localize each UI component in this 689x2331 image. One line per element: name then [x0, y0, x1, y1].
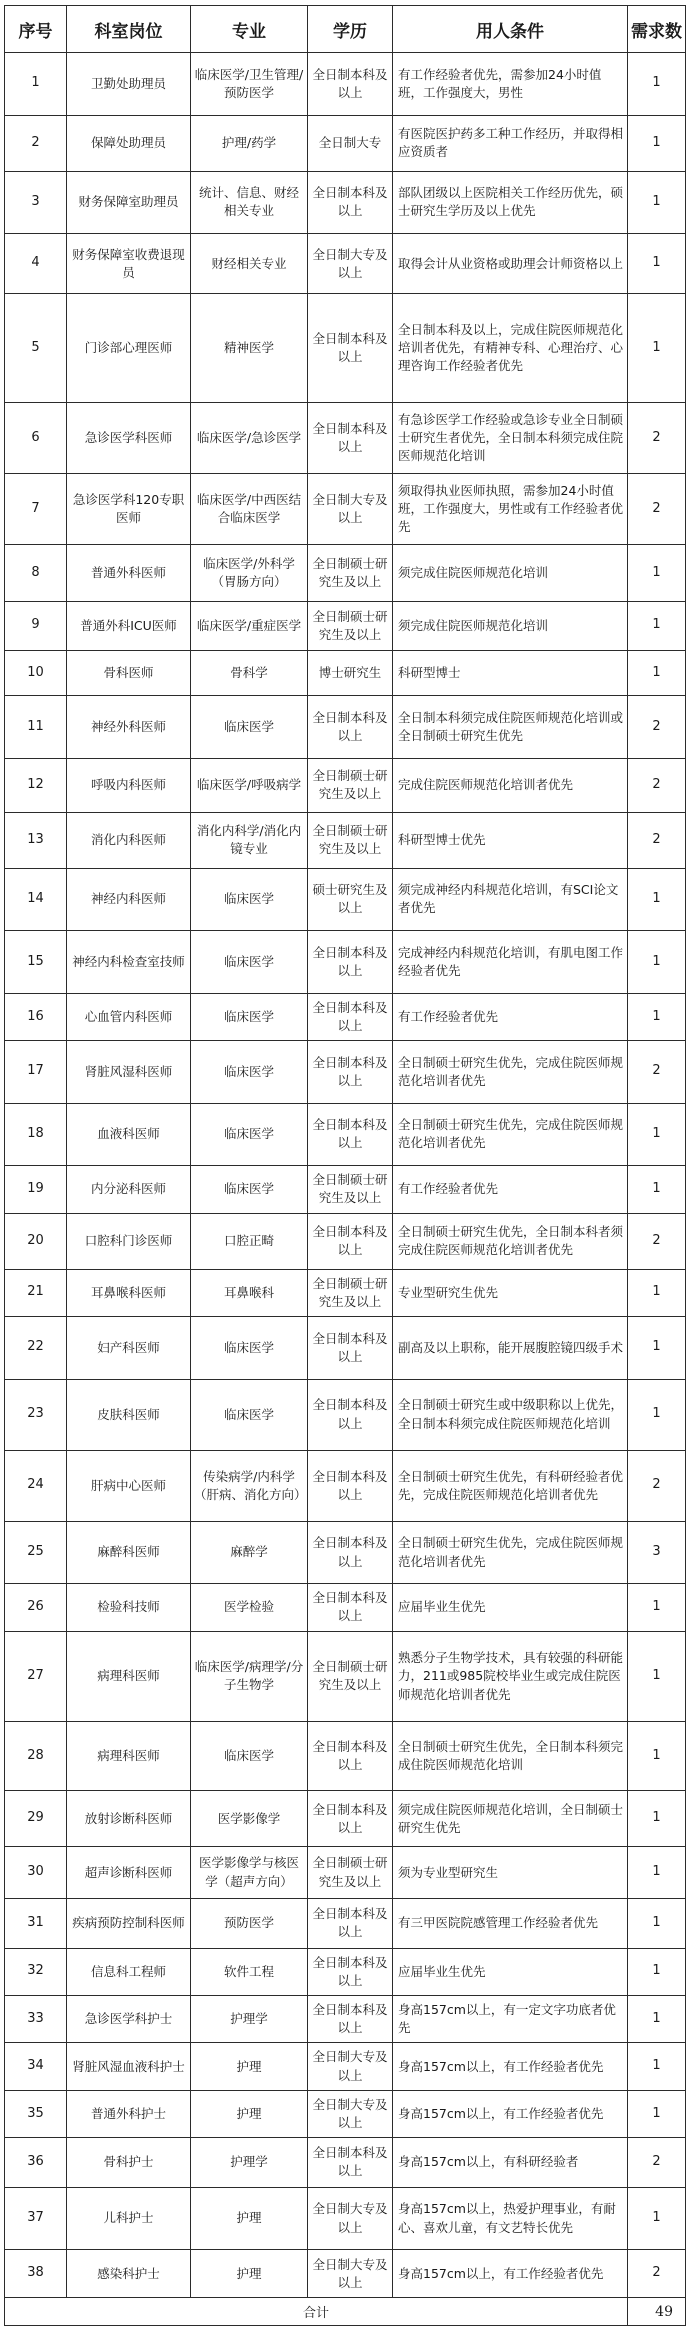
cell-count: 1 — [628, 1269, 686, 1316]
cell-conditions: 全日制硕士研究生优先，完成住院医师规范化培训者优先 — [393, 1041, 628, 1104]
header-no: 序号 — [5, 6, 67, 53]
cell-education: 全日制本科及以上 — [308, 1898, 393, 1948]
cell-conditions: 有工作经验者优先 — [393, 993, 628, 1040]
cell-no: 30 — [5, 1847, 67, 1899]
cell-no: 28 — [5, 1722, 67, 1791]
table-row — [5, 2138, 686, 2188]
table-row — [5, 2090, 686, 2137]
cell-conditions: 全日制本科及以上，完成住院医师规范化培训者优先，有精神专科、心理治疗、心理咨询工作经验者优先 — [393, 294, 628, 403]
table-row — [5, 294, 686, 403]
cell-education: 全日制本科及以上 — [308, 1041, 393, 1104]
cell-education: 全日制本科及以上 — [308, 1584, 393, 1631]
cell-major: 护理 — [191, 2250, 308, 2298]
cell-position: 财务保障室收费退现员 — [67, 234, 191, 294]
cell-no: 8 — [5, 545, 67, 601]
cell-conditions: 有三甲医院院感管理工作经验者优先 — [393, 1898, 628, 1948]
cell-major: 护理/药学 — [191, 115, 308, 171]
table-row — [5, 931, 686, 994]
table-row — [5, 1722, 686, 1791]
cell-no: 38 — [5, 2250, 67, 2298]
cell-education: 全日制本科及以上 — [308, 403, 393, 474]
cell-conditions: 全日制硕士研究生优先，完成住院医师规范化培训者优先 — [393, 1103, 628, 1166]
recruitment-table — [4, 5, 686, 2326]
cell-conditions: 科研型博士 — [393, 651, 628, 696]
cell-position: 急诊医学科护士 — [67, 1995, 191, 2042]
header-education: 学历 — [308, 6, 393, 53]
cell-education: 博士研究生 — [308, 651, 393, 696]
cell-major: 耳鼻喉科 — [191, 1269, 308, 1316]
cell-no: 36 — [5, 2138, 67, 2188]
cell-position: 检验科技师 — [67, 1584, 191, 1631]
cell-conditions: 身高157cm以上，有科研经验者 — [393, 2138, 628, 2188]
cell-major: 临床医学 — [191, 1317, 308, 1380]
cell-position: 病理科医师 — [67, 1631, 191, 1722]
cell-education: 全日制大专及以上 — [308, 2090, 393, 2137]
cell-no: 29 — [5, 1791, 67, 1847]
cell-count: 1 — [628, 1166, 686, 1213]
cell-conditions: 有急诊医学工作经验或急诊专业全日制硕士研究生者优先，全日制本科须完成住院医师规范化培训 — [393, 403, 628, 474]
cell-major: 医学检验 — [191, 1584, 308, 1631]
cell-count: 2 — [628, 474, 686, 545]
cell-education: 全日制本科及以上 — [308, 1995, 393, 2042]
cell-education: 全日制大专及以上 — [308, 474, 393, 545]
cell-conditions: 有医院医护药多工种工作经历，并取得相应资质者 — [393, 115, 628, 171]
cell-count: 1 — [628, 1317, 686, 1380]
cell-no: 19 — [5, 1166, 67, 1213]
cell-count: 1 — [628, 1722, 686, 1791]
cell-count: 1 — [628, 171, 686, 234]
table-row — [5, 1631, 686, 1722]
cell-education: 全日制硕士研究生及以上 — [308, 1631, 393, 1722]
cell-position: 呼吸内科医师 — [67, 758, 191, 812]
table-row — [5, 2187, 686, 2250]
cell-education: 全日制大专 — [308, 115, 393, 171]
cell-conditions: 科研型博士优先 — [393, 812, 628, 868]
table-row — [5, 1166, 686, 1213]
cell-position: 保障处助理员 — [67, 115, 191, 171]
cell-conditions: 须完成住院医师规范化培训 — [393, 545, 628, 601]
cell-education: 硕士研究生及以上 — [308, 868, 393, 931]
cell-education: 全日制硕士研究生及以上 — [308, 758, 393, 812]
cell-position: 放射诊断科医师 — [67, 1791, 191, 1847]
cell-count: 1 — [628, 1948, 686, 1995]
cell-major: 临床医学 — [191, 696, 308, 759]
cell-major: 临床医学 — [191, 1166, 308, 1213]
cell-count: 1 — [628, 294, 686, 403]
cell-conditions: 须完成神经内科规范化培训，有SCI论文者优先 — [393, 868, 628, 931]
cell-major: 护理学 — [191, 1995, 308, 2042]
cell-no: 14 — [5, 868, 67, 931]
cell-count: 1 — [628, 993, 686, 1040]
cell-position: 骨科医师 — [67, 651, 191, 696]
cell-major: 骨科学 — [191, 651, 308, 696]
cell-conditions: 身高157cm以上，有工作经验者优先 — [393, 2043, 628, 2090]
cell-position: 皮肤科医师 — [67, 1379, 191, 1450]
cell-conditions: 有工作经验者优先，需参加24小时值班，工作强度大，男性 — [393, 53, 628, 116]
cell-no: 35 — [5, 2090, 67, 2137]
cell-conditions: 取得会计从业资格或助理会计师资格以上 — [393, 234, 628, 294]
cell-position: 普通外科医师 — [67, 545, 191, 601]
cell-no: 5 — [5, 294, 67, 403]
cell-conditions: 专业型研究生优先 — [393, 1269, 628, 1316]
cell-major: 传染病学/内科学（肝病、消化方向） — [191, 1450, 308, 1521]
table-row — [5, 993, 686, 1040]
header-row — [5, 6, 686, 53]
cell-major: 临床医学/外科学（胃肠方向） — [191, 545, 308, 601]
cell-no: 32 — [5, 1948, 67, 1995]
cell-position: 门诊部心理医师 — [67, 294, 191, 403]
cell-education: 全日制本科及以上 — [308, 1450, 393, 1521]
cell-count: 2 — [628, 1450, 686, 1521]
cell-position: 口腔科门诊医师 — [67, 1213, 191, 1269]
cell-major: 临床医学 — [191, 1103, 308, 1166]
cell-conditions: 应届毕业生优先 — [393, 1948, 628, 1995]
cell-position: 超声诊断科医师 — [67, 1847, 191, 1899]
cell-count: 2 — [628, 812, 686, 868]
cell-conditions: 身高157cm以上，有一定文字功底者优先 — [393, 1995, 628, 2042]
cell-count: 1 — [628, 1791, 686, 1847]
cell-no: 22 — [5, 1317, 67, 1380]
cell-position: 普通外科ICU医师 — [67, 601, 191, 651]
table-row — [5, 1521, 686, 1584]
cell-count: 2 — [628, 1213, 686, 1269]
cell-major: 医学影像学与核医学（超声方向） — [191, 1847, 308, 1899]
cell-education: 全日制本科及以上 — [308, 294, 393, 403]
cell-education: 全日制硕士研究生及以上 — [308, 601, 393, 651]
cell-conditions: 须完成住院医师规范化培训，全日制硕士研究生优先 — [393, 1791, 628, 1847]
cell-major: 护理 — [191, 2187, 308, 2250]
cell-no: 20 — [5, 1213, 67, 1269]
table-row — [5, 1898, 686, 1948]
table-body — [5, 53, 686, 2298]
table-row — [5, 53, 686, 116]
cell-education: 全日制本科及以上 — [308, 1379, 393, 1450]
cell-education: 全日制硕士研究生及以上 — [308, 812, 393, 868]
cell-education: 全日制硕士研究生及以上 — [308, 1166, 393, 1213]
cell-conditions: 须为专业型研究生 — [393, 1847, 628, 1899]
table-row — [5, 545, 686, 601]
cell-education: 全日制本科及以上 — [308, 53, 393, 116]
cell-position: 消化内科医师 — [67, 812, 191, 868]
cell-conditions: 全日制硕士研究生优先，全日制本科须完成住院医师规范化培训 — [393, 1722, 628, 1791]
cell-education: 全日制本科及以上 — [308, 2138, 393, 2188]
cell-position: 麻醉科医师 — [67, 1521, 191, 1584]
cell-major: 软件工程 — [191, 1948, 308, 1995]
cell-count: 2 — [628, 403, 686, 474]
table-header — [5, 6, 686, 53]
cell-major: 临床医学 — [191, 1722, 308, 1791]
cell-conditions: 全日制硕士研究生或中级职称以上优先，全日制本科须完成住院医师规范化培训 — [393, 1379, 628, 1450]
cell-major: 护理学 — [191, 2138, 308, 2188]
cell-no: 3 — [5, 171, 67, 234]
cell-no: 37 — [5, 2187, 67, 2250]
cell-major: 临床医学 — [191, 1041, 308, 1104]
cell-count: 3 — [628, 1521, 686, 1584]
cell-conditions: 部队团级以上医院相关工作经历优先，硕士研究生学历及以上优先 — [393, 171, 628, 234]
cell-no: 26 — [5, 1584, 67, 1631]
cell-education: 全日制硕士研究生及以上 — [308, 1269, 393, 1316]
cell-position: 神经内科检查室技师 — [67, 931, 191, 994]
cell-education: 全日制本科及以上 — [308, 1521, 393, 1584]
cell-count: 1 — [628, 868, 686, 931]
cell-conditions: 须完成住院医师规范化培训 — [393, 601, 628, 651]
cell-major: 消化内科学/消化内镜专业 — [191, 812, 308, 868]
cell-education: 全日制大专及以上 — [308, 234, 393, 294]
cell-no: 27 — [5, 1631, 67, 1722]
cell-no: 15 — [5, 931, 67, 994]
cell-major: 医学影像学 — [191, 1791, 308, 1847]
cell-position: 肾脏风湿血液科护士 — [67, 2043, 191, 2090]
cell-education: 全日制硕士研究生及以上 — [308, 545, 393, 601]
cell-count: 2 — [628, 2138, 686, 2188]
cell-major: 临床医学/呼吸病学 — [191, 758, 308, 812]
header-position: 科室岗位 — [67, 6, 191, 53]
cell-no: 6 — [5, 403, 67, 474]
cell-position: 急诊医学科120专职医师 — [67, 474, 191, 545]
table-row — [5, 1450, 686, 1521]
table-row — [5, 1041, 686, 1104]
cell-no: 13 — [5, 812, 67, 868]
cell-position: 疾病预防控制科医师 — [67, 1898, 191, 1948]
cell-no: 11 — [5, 696, 67, 759]
cell-position: 心血管内科医师 — [67, 993, 191, 1040]
cell-major: 临床医学/重症医学 — [191, 601, 308, 651]
cell-education: 全日制本科及以上 — [308, 696, 393, 759]
cell-position: 儿科护士 — [67, 2187, 191, 2250]
cell-major: 预防医学 — [191, 1898, 308, 1948]
cell-no: 10 — [5, 651, 67, 696]
table-footer — [5, 2298, 686, 2326]
cell-count: 1 — [628, 1631, 686, 1722]
cell-education: 全日制本科及以上 — [308, 1317, 393, 1380]
cell-no: 21 — [5, 1269, 67, 1316]
cell-no: 34 — [5, 2043, 67, 2090]
cell-count: 1 — [628, 1379, 686, 1450]
cell-conditions: 全日制硕士研究生优先，完成住院医师规范化培训者优先 — [393, 1521, 628, 1584]
total-label: 合计 — [5, 2298, 628, 2326]
table-row — [5, 1379, 686, 1450]
cell-count: 2 — [628, 2250, 686, 2298]
table-row — [5, 696, 686, 759]
cell-conditions: 完成神经内科规范化培训，有肌电图工作经验者优先 — [393, 931, 628, 994]
cell-no: 24 — [5, 1450, 67, 1521]
table-row — [5, 1317, 686, 1380]
cell-count: 2 — [628, 758, 686, 812]
cell-position: 感染科护士 — [67, 2250, 191, 2298]
cell-count: 1 — [628, 545, 686, 601]
cell-position: 神经外科医师 — [67, 696, 191, 759]
cell-major: 临床医学 — [191, 868, 308, 931]
cell-count: 2 — [628, 696, 686, 759]
cell-education: 全日制大专及以上 — [308, 2250, 393, 2298]
cell-major: 统计、信息、财经相关专业 — [191, 171, 308, 234]
table-row — [5, 1584, 686, 1631]
cell-conditions: 完成住院医师规范化培训者优先 — [393, 758, 628, 812]
table-row — [5, 1995, 686, 2042]
table-row — [5, 234, 686, 294]
table-row — [5, 2043, 686, 2090]
table-row — [5, 601, 686, 651]
cell-major: 临床医学/卫生管理/预防医学 — [191, 53, 308, 116]
cell-position: 神经内科医师 — [67, 868, 191, 931]
cell-count: 1 — [628, 53, 686, 116]
cell-count: 1 — [628, 2043, 686, 2090]
cell-no: 31 — [5, 1898, 67, 1948]
cell-conditions: 全日制硕士研究生优先，有科研经验者优先，完成住院医师规范化培训者优先 — [393, 1450, 628, 1521]
cell-major: 临床医学/中西医结合临床医学 — [191, 474, 308, 545]
table-row — [5, 403, 686, 474]
cell-major: 精神医学 — [191, 294, 308, 403]
table-row — [5, 1269, 686, 1316]
cell-position: 肾脏风湿科医师 — [67, 1041, 191, 1104]
table-row — [5, 1213, 686, 1269]
cell-conditions: 全日制本科须完成住院医师规范化培训或全日制硕士研究生优先 — [393, 696, 628, 759]
cell-count: 1 — [628, 2090, 686, 2137]
cell-conditions: 应届毕业生优先 — [393, 1584, 628, 1631]
table-row — [5, 1847, 686, 1899]
header-count: 需求数 — [628, 6, 686, 53]
cell-education: 全日制本科及以上 — [308, 1722, 393, 1791]
cell-position: 急诊医学科医师 — [67, 403, 191, 474]
table-row — [5, 868, 686, 931]
cell-count: 1 — [628, 1847, 686, 1899]
cell-education: 全日制本科及以上 — [308, 1948, 393, 1995]
table-row — [5, 1103, 686, 1166]
cell-no: 25 — [5, 1521, 67, 1584]
cell-major: 口腔正畸 — [191, 1213, 308, 1269]
table-row — [5, 812, 686, 868]
cell-major: 临床医学 — [191, 931, 308, 994]
cell-no: 7 — [5, 474, 67, 545]
cell-major: 临床医学 — [191, 993, 308, 1040]
cell-count: 1 — [628, 931, 686, 994]
cell-count: 1 — [628, 115, 686, 171]
cell-position: 耳鼻喉科医师 — [67, 1269, 191, 1316]
cell-conditions: 有工作经验者优先 — [393, 1166, 628, 1213]
header-conditions: 用人条件 — [393, 6, 628, 53]
cell-major: 护理 — [191, 2090, 308, 2137]
cell-count: 1 — [628, 1584, 686, 1631]
cell-count: 1 — [628, 1898, 686, 1948]
cell-major: 麻醉学 — [191, 1521, 308, 1584]
cell-count: 1 — [628, 651, 686, 696]
cell-position: 血液科医师 — [67, 1103, 191, 1166]
cell-education: 全日制大专及以上 — [308, 2043, 393, 2090]
header-major: 专业 — [191, 6, 308, 53]
cell-position: 卫勤处助理员 — [67, 53, 191, 116]
cell-education: 全日制大专及以上 — [308, 2187, 393, 2250]
cell-position: 内分泌科医师 — [67, 1166, 191, 1213]
table-row — [5, 758, 686, 812]
cell-position: 病理科医师 — [67, 1722, 191, 1791]
cell-education: 全日制本科及以上 — [308, 1103, 393, 1166]
cell-count: 2 — [628, 1041, 686, 1104]
cell-no: 1 — [5, 53, 67, 116]
cell-conditions: 熟悉分子生物学技术，具有较强的科研能力，211或985院校毕业生或完成住院医师规范化培训者优先 — [393, 1631, 628, 1722]
cell-position: 骨科护士 — [67, 2138, 191, 2188]
cell-position: 财务保障室助理员 — [67, 171, 191, 234]
table-row — [5, 474, 686, 545]
cell-major: 护理 — [191, 2043, 308, 2090]
cell-no: 17 — [5, 1041, 67, 1104]
table-row — [5, 651, 686, 696]
table-row — [5, 2250, 686, 2298]
cell-count: 1 — [628, 601, 686, 651]
cell-major: 临床医学 — [191, 1379, 308, 1450]
cell-conditions: 身高157cm以上，有工作经验者优先 — [393, 2250, 628, 2298]
total-value: 49 — [628, 2298, 686, 2326]
cell-conditions: 身高157cm以上，有工作经验者优先 — [393, 2090, 628, 2137]
cell-conditions: 副高及以上职称，能开展腹腔镜四级手术 — [393, 1317, 628, 1380]
table-row — [5, 115, 686, 171]
cell-no: 16 — [5, 993, 67, 1040]
cell-conditions: 身高157cm以上，热爱护理事业，有耐心、喜欢儿童，有文艺特长优先 — [393, 2187, 628, 2250]
cell-no: 12 — [5, 758, 67, 812]
cell-count: 1 — [628, 2187, 686, 2250]
cell-education: 全日制本科及以上 — [308, 171, 393, 234]
cell-education: 全日制本科及以上 — [308, 931, 393, 994]
cell-no: 18 — [5, 1103, 67, 1166]
cell-education: 全日制硕士研究生及以上 — [308, 1847, 393, 1899]
cell-major: 临床医学/急诊医学 — [191, 403, 308, 474]
cell-no: 4 — [5, 234, 67, 294]
cell-education: 全日制本科及以上 — [308, 1791, 393, 1847]
cell-no: 2 — [5, 115, 67, 171]
cell-position: 肝病中心医师 — [67, 1450, 191, 1521]
cell-conditions: 全日制硕士研究生优先，全日制本科者须完成住院医师规范化培训者优先 — [393, 1213, 628, 1269]
table-row — [5, 1791, 686, 1847]
cell-position: 普通外科护士 — [67, 2090, 191, 2137]
cell-count: 1 — [628, 1103, 686, 1166]
table-row — [5, 1948, 686, 1995]
cell-position: 妇产科医师 — [67, 1317, 191, 1380]
cell-no: 23 — [5, 1379, 67, 1450]
cell-no: 9 — [5, 601, 67, 651]
cell-major: 临床医学/病理学/分子生物学 — [191, 1631, 308, 1722]
cell-no: 33 — [5, 1995, 67, 2042]
cell-conditions: 须取得执业医师执照，需参加24小时值班，工作强度大，男性或有工作经验者优先 — [393, 474, 628, 545]
cell-education: 全日制本科及以上 — [308, 1213, 393, 1269]
cell-count: 1 — [628, 234, 686, 294]
cell-position: 信息科工程师 — [67, 1948, 191, 1995]
cell-count: 1 — [628, 1995, 686, 2042]
total-row — [5, 2298, 686, 2326]
cell-education: 全日制本科及以上 — [308, 993, 393, 1040]
table-row — [5, 171, 686, 234]
cell-major: 财经相关专业 — [191, 234, 308, 294]
